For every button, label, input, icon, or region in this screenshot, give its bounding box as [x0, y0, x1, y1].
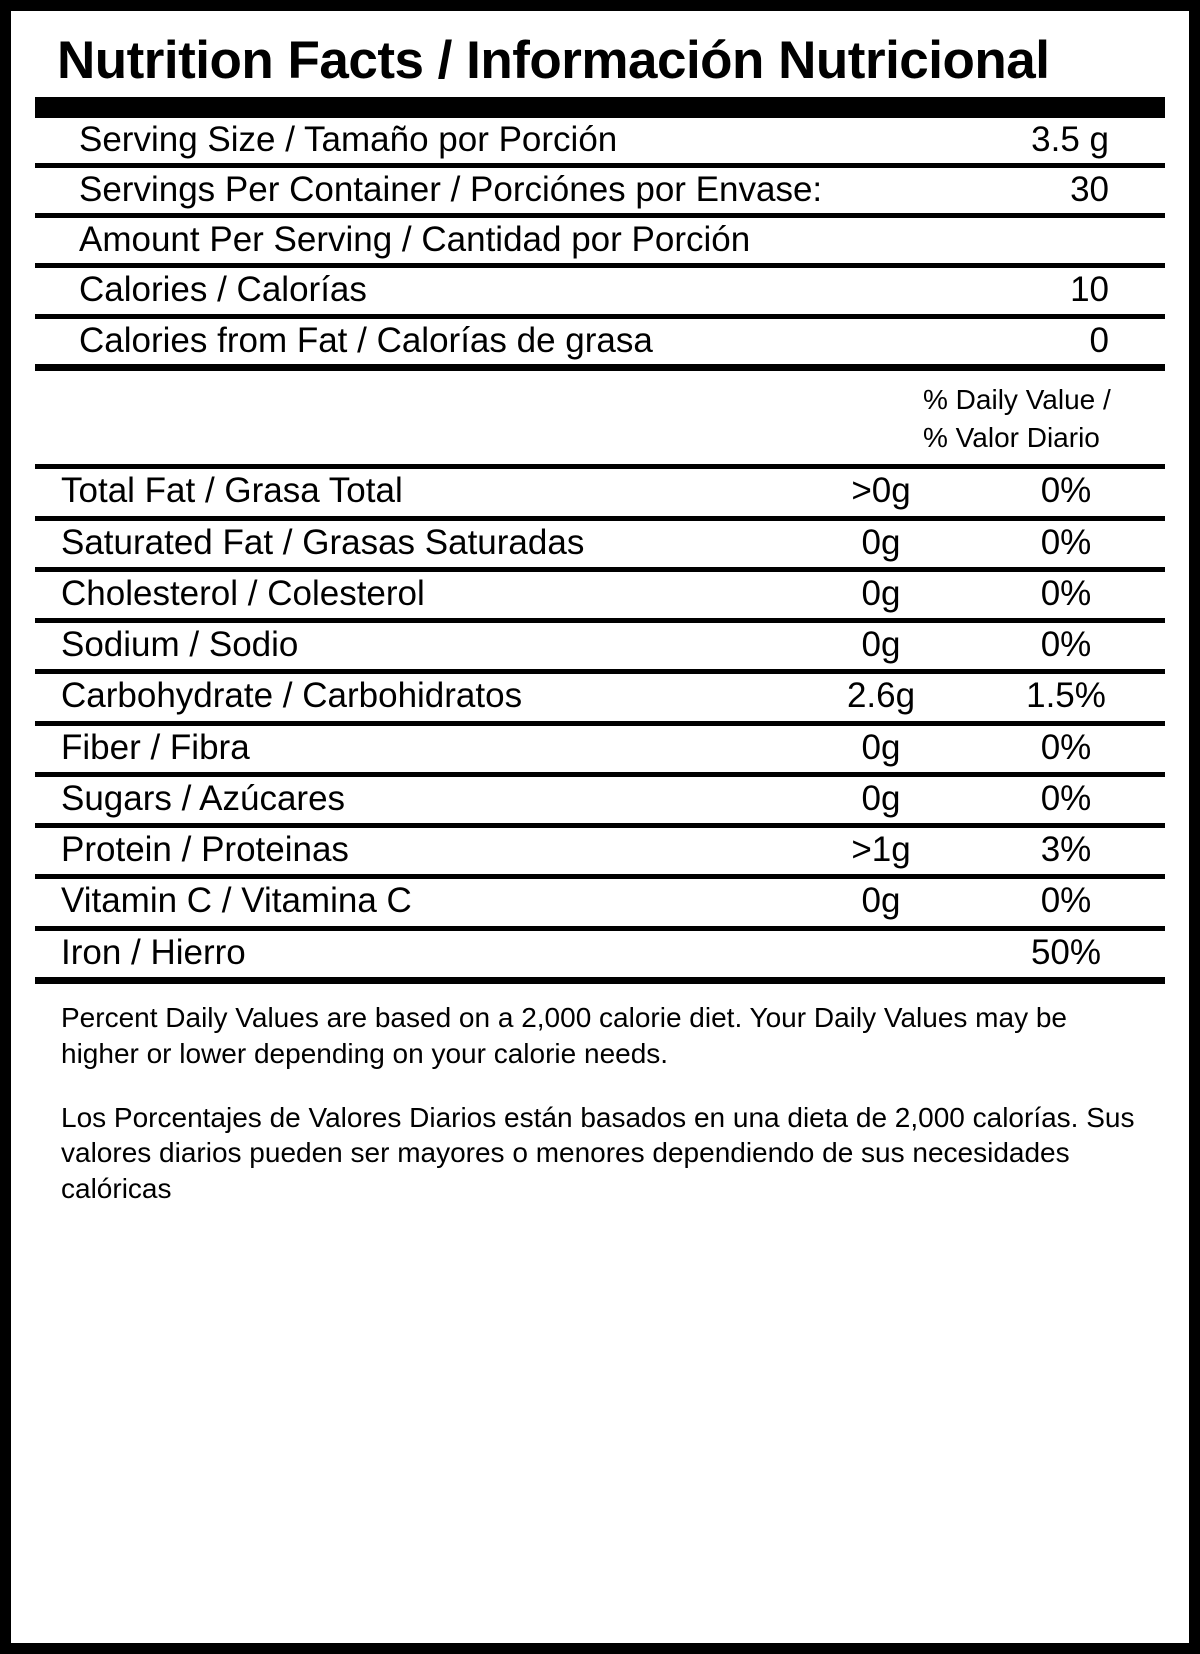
nutrient-label: Cholesterol / Colesterol: [61, 573, 425, 613]
servings-per-container-label: Servings Per Container / Porciónes por Envase:: [79, 169, 823, 209]
nutrient-daily-value: 0%: [1040, 727, 1092, 767]
calories-label: Calories / Calorías: [79, 270, 367, 310]
nutrient-daily-value: 0%: [1040, 778, 1092, 818]
nutrient-amount: 0g: [861, 573, 901, 613]
serving-size-label: Serving Size / Tamaño por Porción: [79, 119, 618, 159]
nutrient-amount: >1g: [851, 830, 911, 870]
serving-size-value: 3.5 g: [1031, 119, 1109, 159]
nutrient-label: Total Fat / Grasa Total: [61, 471, 403, 511]
section-divider: [35, 977, 1165, 984]
calories-from-fat-value: 0: [1089, 320, 1109, 360]
footnotes: [35, 984, 1165, 1207]
amount-per-serving-row: [35, 218, 1165, 263]
footnote-english: Percent Daily Values are based on a 2,000 calorie diet. Your Daily Values may be higher or lower depending on your calorie needs.: [61, 1001, 1068, 1069]
calories-from-fat-row: [35, 319, 1165, 364]
nutrient-daily-value: 50%: [1030, 932, 1102, 972]
nutrient-label: Iron / Hierro: [61, 932, 246, 972]
daily-value-header: [35, 371, 1165, 465]
serving-info-section: [35, 118, 1165, 371]
table-row: [35, 777, 1165, 823]
nutrient-daily-value: 1.5%: [1026, 676, 1106, 716]
footnote-spanish: Los Porcentajes de Valores Diarios están basados en una dieta de 2,000 calorías. Sus valores diarios pueden ser mayores o menores dependiendo de sus necesidades calóricas: [61, 1101, 1135, 1205]
table-row: [35, 828, 1165, 874]
calories-row: [35, 268, 1165, 313]
daily-value-header-line1: % Daily Value /: [923, 383, 1111, 415]
nutrient-amount: 2.6g: [846, 676, 916, 716]
page-title: Nutrition Facts / Información Nutricional: [57, 31, 1050, 90]
nutrient-label: Carbohydrate / Carbohidratos: [61, 676, 523, 716]
calories-value: 10: [1070, 270, 1109, 310]
nutrient-daily-value: 0%: [1040, 522, 1092, 562]
nutrient-daily-value: 0%: [1040, 471, 1092, 511]
table-row: [35, 879, 1165, 925]
nutrient-label: Sugars / Azúcares: [61, 778, 346, 818]
nutrient-daily-value: 0%: [1040, 625, 1092, 665]
servings-per-container-row: [35, 168, 1165, 213]
section-divider: [35, 364, 1165, 371]
nutrient-label: Protein / Proteinas: [61, 830, 349, 870]
servings-per-container-value: 30: [1070, 169, 1109, 209]
calories-from-fat-label: Calories from Fat / Calorías de grasa: [79, 320, 653, 360]
table-row: [35, 931, 1165, 977]
table-row: [35, 469, 1165, 515]
nutrient-amount: 0g: [861, 522, 901, 562]
nutrients-table: [35, 469, 1165, 984]
nutrient-amount: 0g: [861, 727, 901, 767]
nutrient-amount: 0g: [861, 625, 901, 665]
daily-value-header-line2: % Valor Diario: [923, 421, 1100, 453]
title-divider: [35, 97, 1165, 118]
nutrient-amount: >0g: [851, 471, 911, 511]
table-row: [35, 623, 1165, 669]
table-row: [35, 674, 1165, 720]
table-row: [35, 572, 1165, 618]
nutrient-daily-value: 0%: [1040, 881, 1092, 921]
nutrient-label: Saturated Fat / Grasas Saturadas: [61, 522, 585, 562]
nutrient-label: Sodium / Sodio: [61, 625, 299, 665]
nutrient-daily-value: 0%: [1040, 573, 1092, 613]
table-row: [35, 726, 1165, 772]
nutrient-amount: 0g: [861, 778, 901, 818]
nutrient-daily-value: 3%: [1040, 830, 1092, 870]
nutrient-label: Vitamin C / Vitamina C: [61, 881, 412, 921]
amount-per-serving-label: Amount Per Serving / Cantidad por Porción: [79, 220, 751, 260]
serving-size-row: [35, 118, 1165, 163]
table-row: [35, 521, 1165, 567]
nutrient-label: Fiber / Fibra: [61, 727, 250, 767]
nutrient-amount: 0g: [861, 881, 901, 921]
